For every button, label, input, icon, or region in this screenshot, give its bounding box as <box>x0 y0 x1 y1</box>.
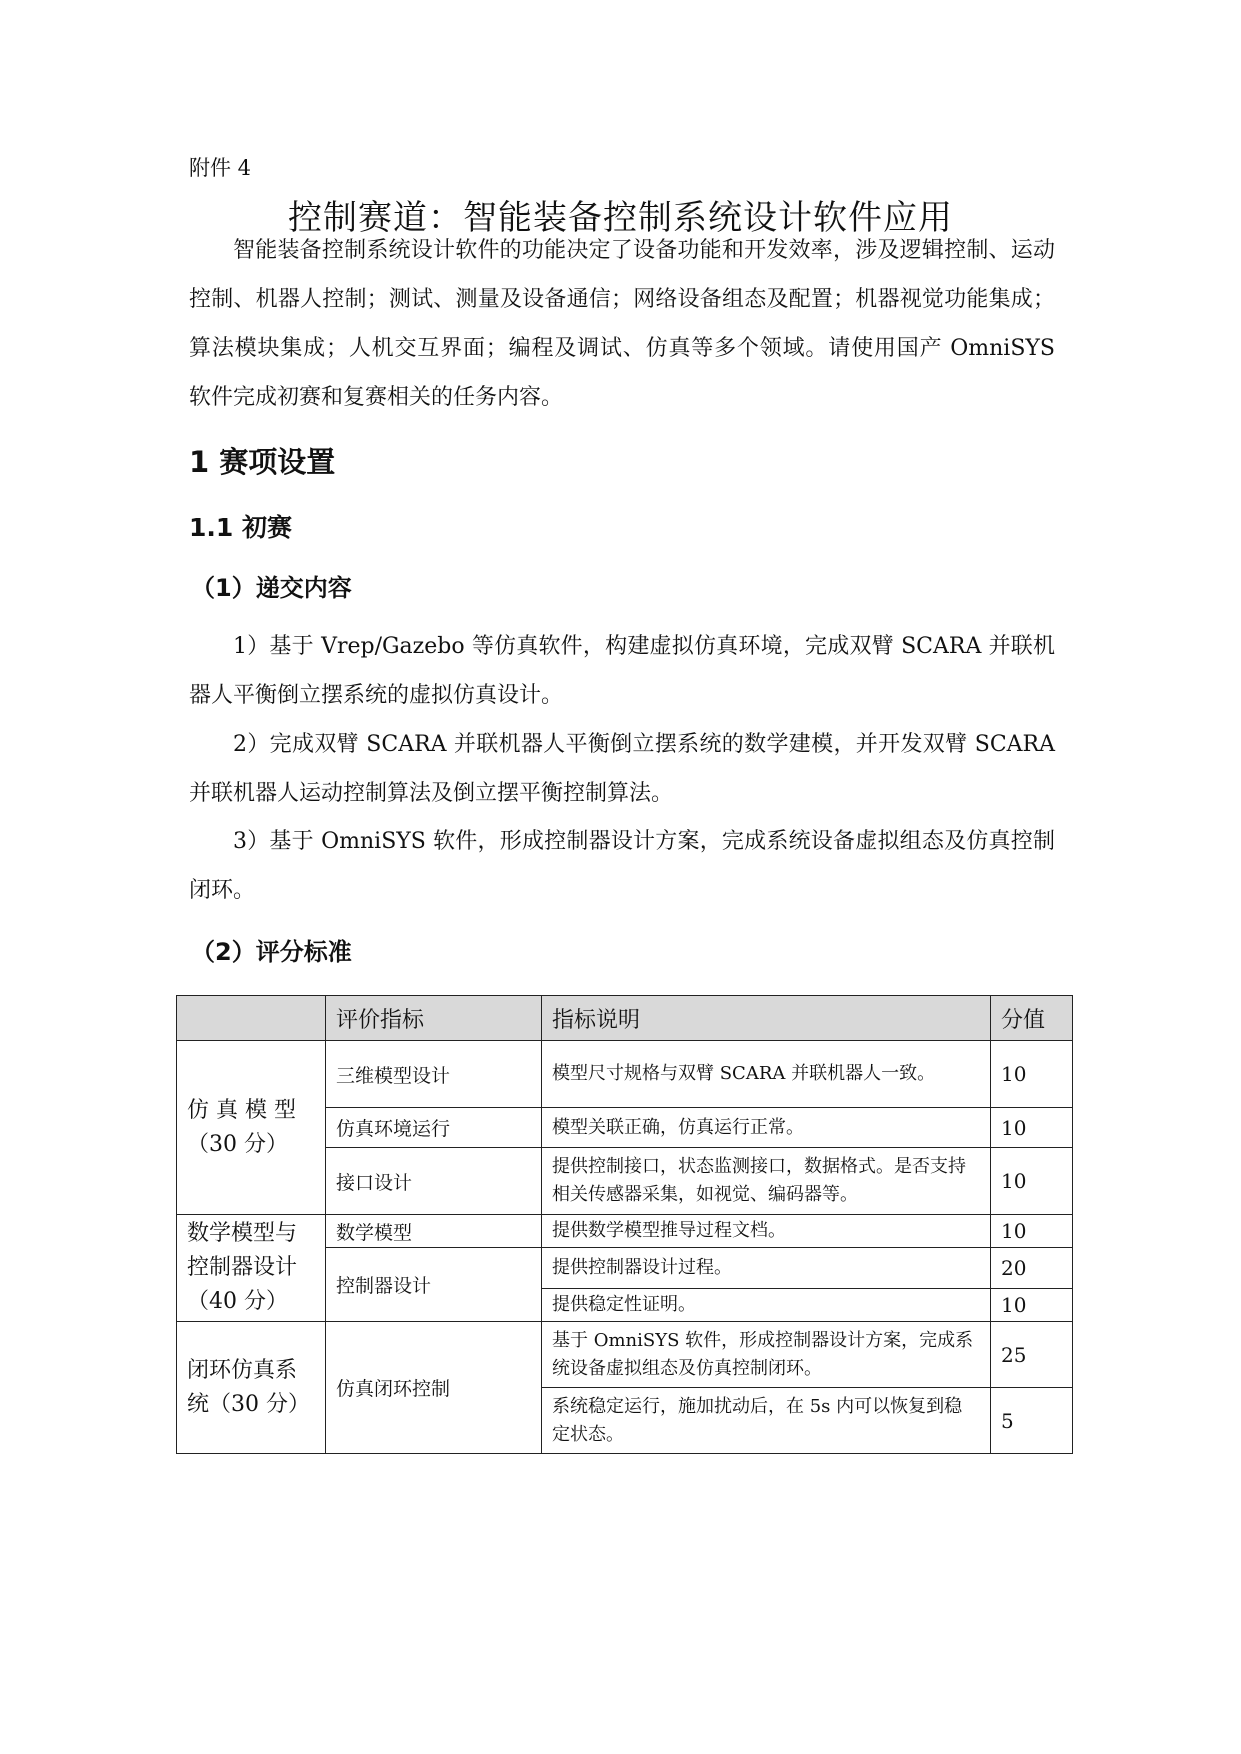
indicator-cell: 仿真环境运行 <box>326 1108 542 1148</box>
indicator-cell: 控制器设计 <box>326 1248 542 1322</box>
score-cell: 10 <box>991 1041 1073 1108</box>
indicator-cell: 数学模型 <box>326 1215 542 1248</box>
score-cell: 5 <box>991 1388 1073 1454</box>
description-cell: 提供数学模型推导过程文档。 <box>542 1215 991 1248</box>
indicator-cell: 三维模型设计 <box>326 1041 542 1108</box>
category-cell: 数学模型与控制器设计（40 分） <box>177 1215 326 1322</box>
description-cell: 提供稳定性证明。 <box>542 1289 991 1322</box>
subsection-scoring: （2）评分标准 <box>191 938 352 966</box>
indicator-cell: 接口设计 <box>326 1148 542 1215</box>
description-cell: 模型关联正确，仿真运行正常。 <box>542 1108 991 1148</box>
list-item: 1）基于 Vrep/Gazebo 等仿真软件，构建虚拟仿真环境，完成双臂 SCARA 并联机器人平衡倒立摆系统的虚拟仿真设计。 <box>189 634 1055 708</box>
table-header-blank <box>177 996 326 1041</box>
score-cell: 25 <box>991 1322 1073 1388</box>
description-cell: 基于 OmniSYS 软件，形成控制器设计方案，完成系统设备虚拟组态及仿真控制闭环。 <box>542 1322 991 1388</box>
description-cell: 提供控制器设计过程。 <box>542 1248 991 1289</box>
attachment-label: 附件 4 <box>189 156 252 180</box>
table-header-row <box>177 996 1073 1041</box>
score-cell: 10 <box>991 1148 1073 1215</box>
scoring-table <box>176 995 1073 1454</box>
list-item: 2）完成双臂 SCARA 并联机器人平衡倒立摆系统的数学建模，并开发双臂 SCARA 并联机器人运动控制算法及倒立摆平衡控制算法。 <box>189 732 1055 806</box>
table-header-description: 指标说明 <box>542 996 991 1041</box>
intro-paragraph: 智能装备控制系统设计软件的功能决定了设备功能和开发效率，涉及逻辑控制、运动控制、机器人控制；测试、测量及设备通信；网络设备组态及配置；机器视觉功能集成；算法模块集成；人机交互界面；编程及调试、仿真等多个领域。请使用国产 OmniSYS 软件完成初赛和复赛相关的任务内容。 <box>189 238 1055 410</box>
table-row <box>177 1215 1073 1248</box>
section-heading-1-1: 1.1 初赛 <box>189 513 292 542</box>
category-cell: 仿 真 模 型（30 分） <box>177 1041 326 1215</box>
description-cell: 模型尺寸规格与双臂 SCARA 并联机器人一致。 <box>542 1041 991 1108</box>
list-item: 3）基于 OmniSYS 软件，形成控制器设计方案，完成系统设备虚拟组态及仿真控制闭环。 <box>189 829 1055 903</box>
table-row <box>177 1041 1073 1108</box>
score-cell: 20 <box>991 1248 1073 1289</box>
section-heading-1: 1 赛项设置 <box>189 445 336 479</box>
table-header-score: 分值 <box>991 996 1073 1041</box>
page-title: 控制赛道：智能装备控制系统设计软件应用 <box>288 198 953 238</box>
category-cell: 闭环仿真系统（30 分） <box>177 1322 326 1454</box>
indicator-cell: 仿真闭环控制 <box>326 1322 542 1454</box>
table-row <box>177 1322 1073 1388</box>
subsection-submission: （1）递交内容 <box>191 574 352 602</box>
table-header-indicator: 评价指标 <box>326 996 542 1041</box>
score-cell: 10 <box>991 1108 1073 1148</box>
score-cell: 10 <box>991 1289 1073 1322</box>
score-cell: 10 <box>991 1215 1073 1248</box>
description-cell: 系统稳定运行，施加扰动后，在 5s 内可以恢复到稳定状态。 <box>542 1388 991 1454</box>
description-cell: 提供控制接口，状态监测接口，数据格式。是否支持相关传感器采集，如视觉、编码器等。 <box>542 1148 991 1215</box>
